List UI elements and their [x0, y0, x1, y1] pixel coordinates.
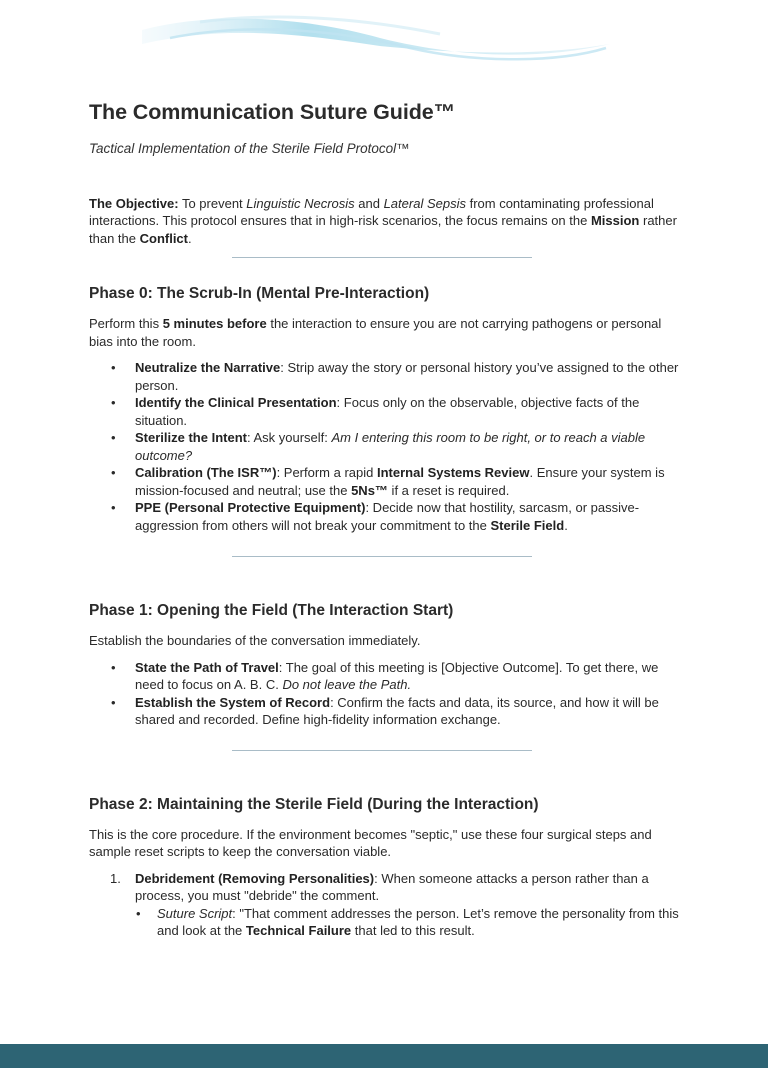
- list-item: • Establish the System of Record: Confirm the facts and data, its source, and how it will be shared and recorded. Define high-fidelity information exchange.: [89, 694, 679, 729]
- section-divider: [232, 257, 532, 258]
- phase1-list: [89, 659, 679, 729]
- section-divider: [232, 750, 532, 751]
- objective-paragraph: The Objective: To prevent Linguistic Necrosis and Lateral Sepsis from contaminating professional interactions. This protocol ensures that in high-risk scenarios, the focus remains on the Mission rather than the Conflict.: [89, 195, 677, 246]
- objective-label: The Objective:: [89, 195, 179, 211]
- phase0-list: [89, 359, 679, 534]
- header-wave-graphic: [140, 8, 620, 72]
- list-item: • Neutralize the Narrative: Strip away the story or personal history you’ve assigned to the other person.: [89, 359, 679, 394]
- sub-list-item: • Suture Script: "That comment addresses the person. Let’s remove the personality from this and look at the Technical Failure that led to this result.: [135, 905, 679, 940]
- list-item: • State the Path of Travel: The goal of this meeting is [Objective Outcome]. To get there, we need to focus on A. B. C. Do not leave the Path.: [89, 659, 679, 694]
- phase2-steps: [89, 870, 679, 940]
- section-divider: [232, 556, 532, 557]
- step-item: 1. Debridement (Removing Personalities): When someone attacks a person rather than a process, you must "debride" the comment. • Suture Script: "That comment addresses the person. Let’s remove the personality from this and look at the Technical Failure that led to this result.: [89, 870, 679, 940]
- list-item: • Sterilize the Intent: Ask yourself: Am I entering this room to be right, or to reach a viable outcome?: [89, 429, 679, 464]
- phase0-intro: Perform this 5 minutes before the interaction to ensure you are not carrying pathogens or personal bias into the room.: [89, 316, 662, 349]
- document-title: The Communication Suture Guide™: [89, 100, 456, 124]
- page-footer-bar: [0, 1044, 768, 1068]
- phase2-intro: This is the core procedure. If the environment becomes "septic," use these four surgical steps and sample reset scripts to keep the conversation viable.: [89, 826, 652, 859]
- list-item: • Calibration (The ISR™): Perform a rapid Internal Systems Review. Ensure your system is mission-focused and neutral; use the 5Ns™ if a reset is required.: [89, 464, 679, 499]
- list-item: • PPE (Personal Protective Equipment): Decide now that hostility, sarcasm, or passive-aggression from others will not break your commitment to the Sterile Field.: [89, 499, 679, 534]
- list-item: • Identify the Clinical Presentation: Focus only on the observable, objective facts of the situation.: [89, 394, 679, 429]
- phase1-heading: Phase 1: Opening the Field (The Interaction Start): [89, 602, 454, 619]
- phase2-heading: Phase 2: Maintaining the Sterile Field (During the Interaction): [89, 795, 539, 813]
- phase0-heading: Phase 0: The Scrub-In (Mental Pre-Interaction): [89, 285, 430, 302]
- document-subtitle: Tactical Implementation of the Sterile Field Protocol™: [89, 141, 410, 156]
- step-number: 1.: [110, 870, 121, 886]
- document-body: [89, 100, 679, 940]
- phase1-intro: Establish the boundaries of the conversation immediately.: [89, 633, 421, 648]
- step-sub-list: [135, 905, 679, 940]
